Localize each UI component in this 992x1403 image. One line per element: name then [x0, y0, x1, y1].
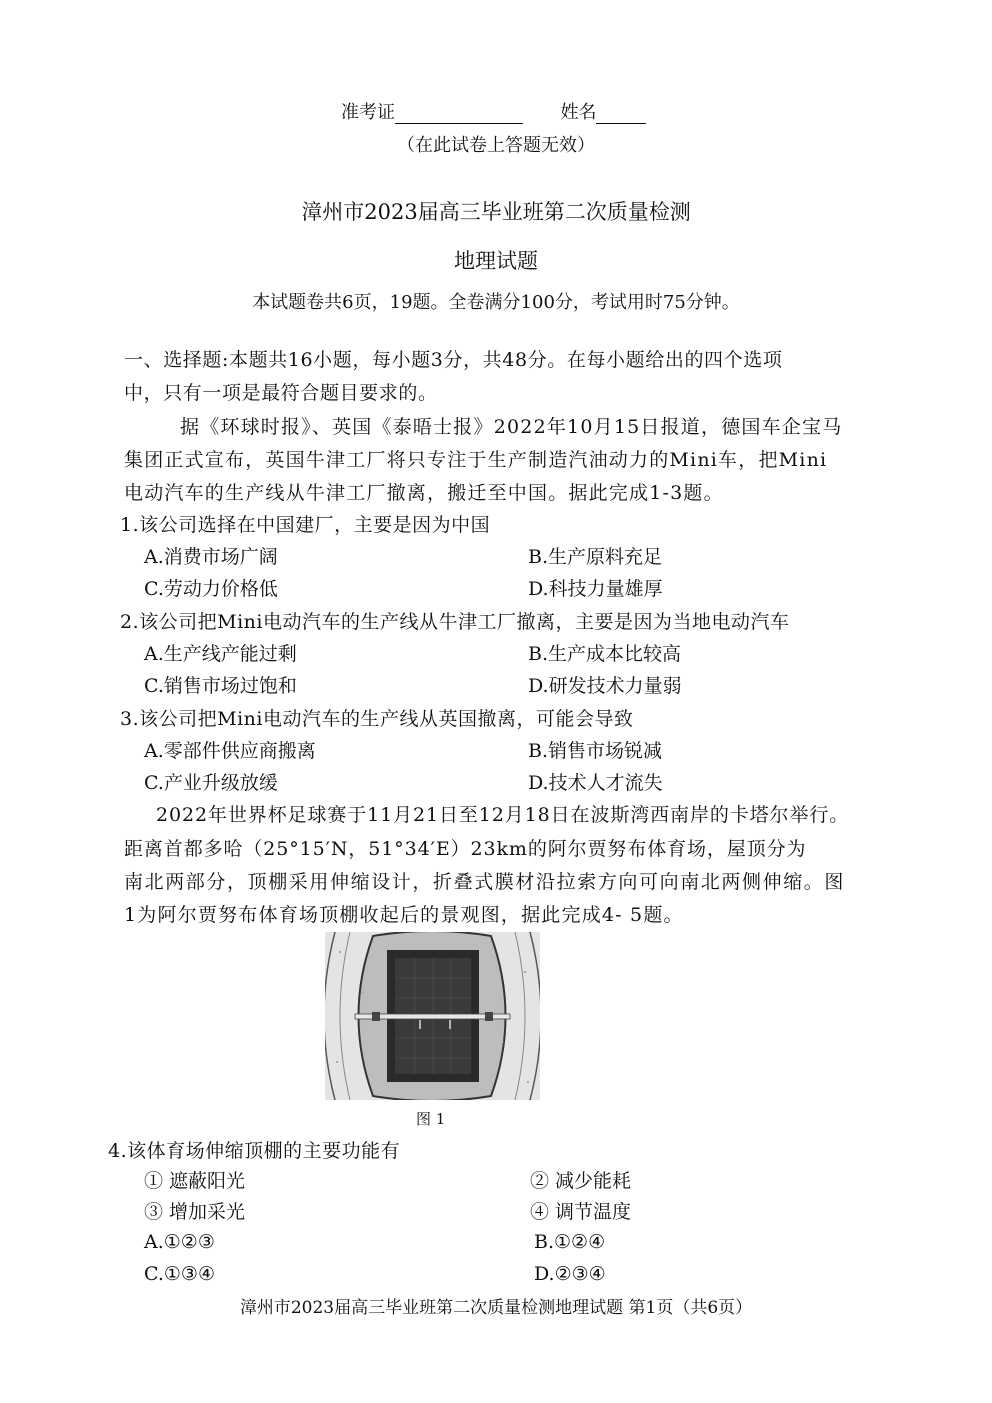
- passage2-line1: 2022年世界杯足球赛于11月21日至12月18日在波斯湾西南岸的卡塔尔举行。: [156, 804, 850, 826]
- q2-option-d[interactable]: D.研发技术力量弱: [528, 675, 682, 697]
- q4-statement-2: ② 减少能耗: [530, 1170, 632, 1192]
- exam-title: 漳州市2023届高三毕业班第二次质量检测: [301, 200, 691, 224]
- q3-stem: 3.该公司把Mini电动汽车的生产线从英国撤离，可能会导致: [120, 708, 634, 730]
- subject-title: 地理试题: [454, 249, 538, 273]
- q4-stem: 4.该体育场伸缩顶棚的主要功能有: [108, 1140, 401, 1162]
- q1-option-a[interactable]: A.消费市场广阔: [144, 546, 278, 568]
- q3-option-a[interactable]: A.零部件供应商搬离: [144, 740, 316, 762]
- passage1-line3: 电动汽车的生产线从牛津工厂撤离，搬迁至中国。据此完成1-3题。: [124, 482, 724, 504]
- q2-option-a[interactable]: A.生产线产能过剩: [144, 643, 297, 665]
- passage2-line4: 1为阿尔贾努布体育场顶棚收起后的景观图，据此完成4- 5题。: [124, 904, 684, 926]
- q3-option-b[interactable]: B.销售市场锐减: [528, 740, 663, 762]
- passage1-line2: 集团正式宣布，英国牛津工厂将只专注于生产制造汽油动力的Mini车，把Mini: [124, 449, 828, 471]
- stadium-photo: [325, 932, 540, 1100]
- q1-option-d[interactable]: D.科技力量雄厚: [528, 578, 663, 600]
- q3-option-c[interactable]: C.产业升级放缓: [144, 772, 278, 794]
- figure-caption: 图 1: [416, 1110, 446, 1128]
- q2-option-c[interactable]: C.销售市场过饱和: [144, 675, 297, 697]
- invalid-note: （在此试卷上答题无效）: [397, 135, 595, 156]
- passage2-line2: 距离首都多哈（25°15′N，51°34′E）23km的阿尔贾努布体育场，屋顶分为: [124, 838, 807, 860]
- q3-option-d[interactable]: D.技术人才流失: [528, 772, 663, 794]
- stadium-roof-image: [325, 932, 540, 1100]
- q4-option-a[interactable]: A.①②③: [144, 1231, 215, 1253]
- q1-option-b[interactable]: B.生产原料充足: [528, 546, 663, 568]
- exam-id-label: 准考证: [341, 102, 395, 123]
- q4-statement-1: ① 遮蔽阳光: [144, 1170, 246, 1192]
- section-heading-line1: 一、选择题:本题共16小题，每小题3分，共48分。在每小题给出的四个选项: [124, 349, 783, 371]
- name-label: 姓名: [560, 102, 597, 123]
- q4-statement-4: ④ 调节温度: [530, 1201, 632, 1223]
- q2-stem: 2.该公司把Mini电动汽车的生产线从牛津工厂撤离，主要是因为当地电动汽车: [120, 611, 790, 633]
- q4-statement-3: ③ 增加采光: [144, 1201, 246, 1223]
- exam-header-line: [341, 98, 646, 124]
- q4-option-b[interactable]: B.①②④: [534, 1231, 606, 1253]
- exam-id-blank[interactable]: [395, 104, 523, 124]
- q1-stem: 1.该公司选择在中国建厂，主要是因为中国: [120, 514, 491, 536]
- name-blank[interactable]: [596, 104, 646, 124]
- page-footer: 漳州市2023届高三毕业班第二次质量检测地理试题 第1页（共6页）: [239, 1298, 753, 1318]
- q1-option-c[interactable]: C.劳动力价格低: [144, 578, 278, 600]
- q4-option-d[interactable]: D.②③④: [534, 1263, 606, 1285]
- q4-option-c[interactable]: C.①③④: [144, 1263, 215, 1285]
- section-heading-line2: 中，只有一项是最符合题目要求的。: [124, 382, 438, 404]
- q2-option-b[interactable]: B.生产成本比较高: [528, 643, 682, 665]
- passage2-line3: 南北两部分，顶棚采用伸缩设计，折叠式膜材沿拉索方向可向南北两侧伸缩。图: [124, 871, 846, 893]
- exam-info: 本试题卷共6页，19题。全卷满分100分，考试用时75分钟。: [252, 292, 740, 313]
- passage1-line1: 据《环球时报》、英国《泰晤士报》2022年10月15日报道，德国车企宝马: [180, 416, 843, 438]
